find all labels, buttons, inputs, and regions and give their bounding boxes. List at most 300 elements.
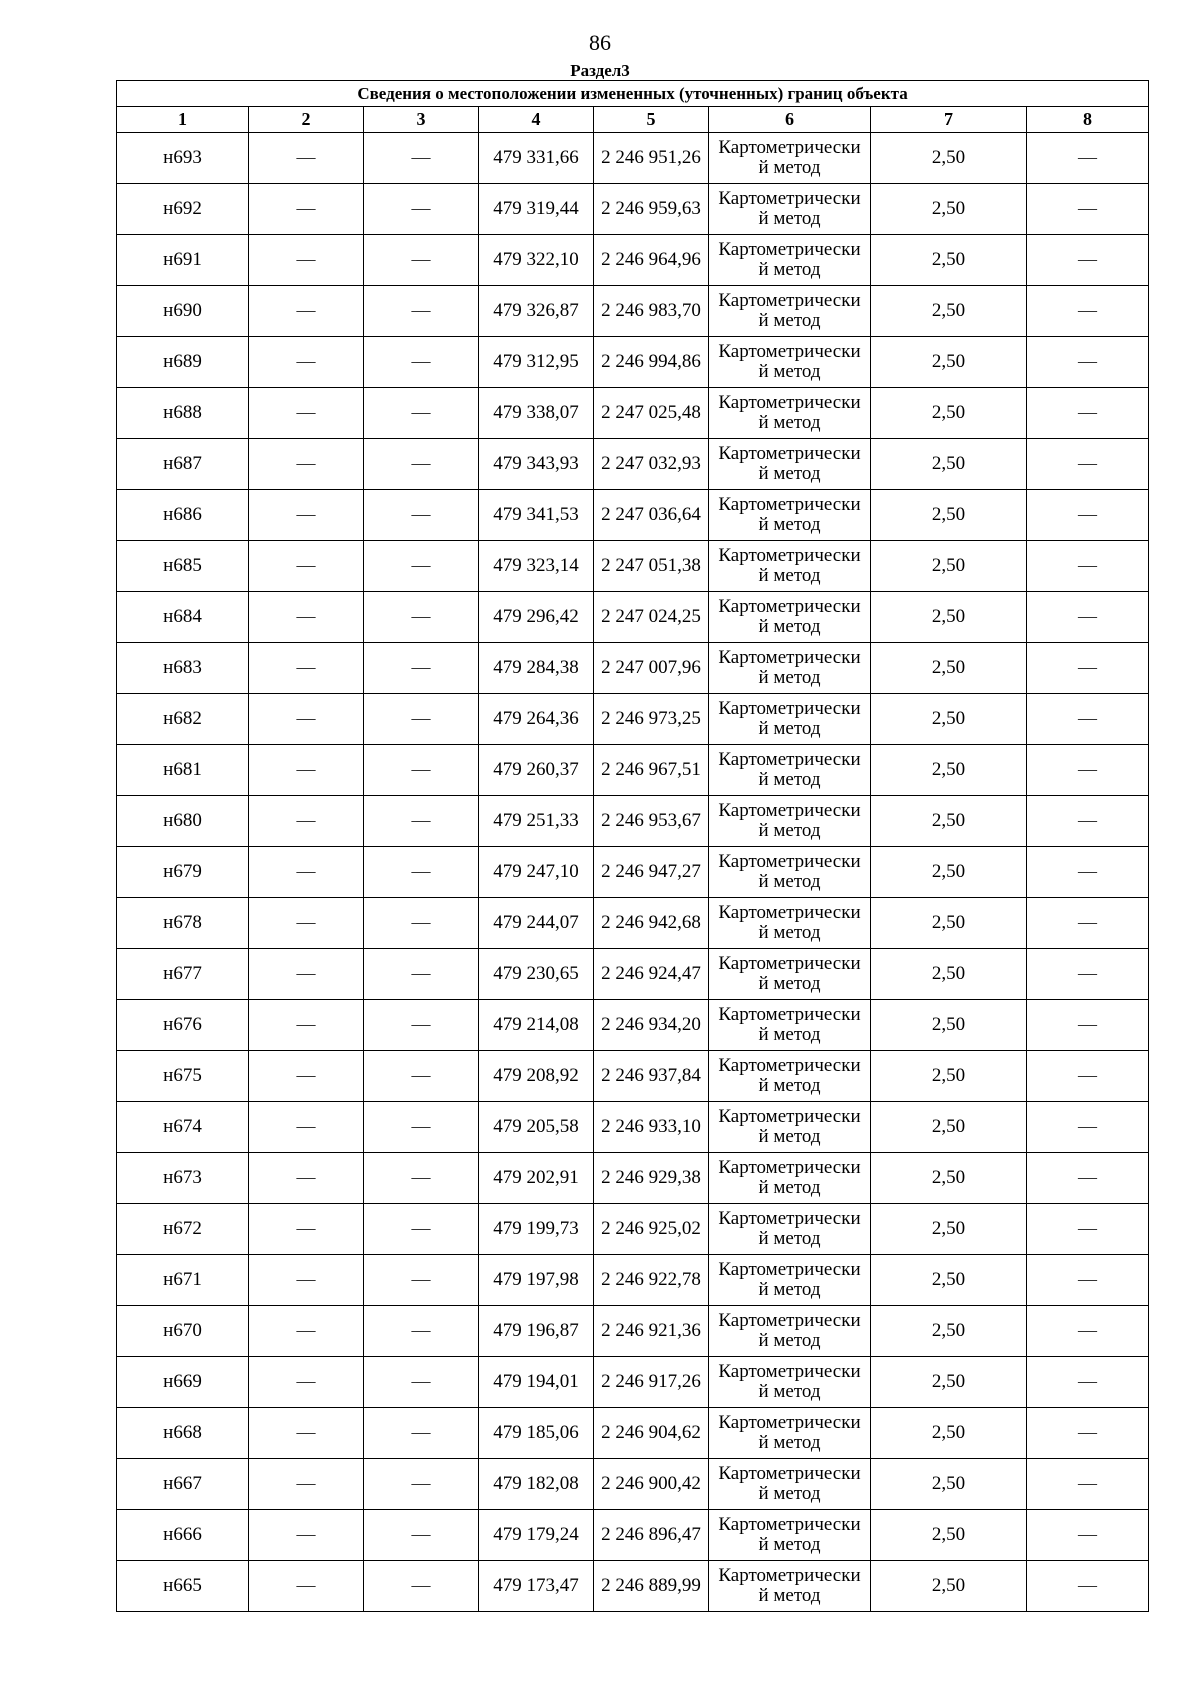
table-caption: Сведения о местоположении измененных (уточненных) границ объекта — [117, 81, 1149, 107]
dash-cell: — — [1027, 898, 1149, 949]
method-text: й метод — [758, 1483, 821, 1504]
point-name-cell: н676 — [117, 1000, 249, 1051]
x-coordinate-cell: 479 338,07 — [479, 388, 594, 439]
table-row — [117, 1510, 1149, 1561]
x-coordinate-cell: 479 182,08 — [479, 1459, 594, 1510]
dash-cell: — — [249, 388, 364, 439]
dash-cell: — — [249, 235, 364, 286]
point-name-cell: н689 — [117, 337, 249, 388]
point-name-cell: н691 — [117, 235, 249, 286]
method-cell — [709, 1051, 871, 1102]
point-name-cell: н668 — [117, 1408, 249, 1459]
method-cell — [709, 694, 871, 745]
method-text: й метод — [758, 718, 821, 739]
dash-cell: — — [364, 133, 479, 184]
method-text: й метод — [758, 463, 821, 484]
point-name-cell: н679 — [117, 847, 249, 898]
method-text: й метод — [758, 208, 821, 229]
method-cell — [709, 235, 871, 286]
method-text: Картометрически — [718, 1157, 861, 1178]
dash-cell: — — [1027, 337, 1149, 388]
y-coordinate-cell: 2 246 925,02 — [594, 1204, 709, 1255]
x-coordinate-cell: 479 247,10 — [479, 847, 594, 898]
method-text: й метод — [758, 361, 821, 382]
table-row — [117, 1051, 1149, 1102]
method-cell — [709, 1204, 871, 1255]
dash-cell: — — [1027, 439, 1149, 490]
table-row — [117, 1000, 1149, 1051]
dash-cell: — — [249, 1102, 364, 1153]
dash-cell: — — [1027, 1000, 1149, 1051]
dash-cell: — — [1027, 184, 1149, 235]
table-row — [117, 694, 1149, 745]
accuracy-cell: 2,50 — [871, 286, 1027, 337]
dash-cell: — — [1027, 1357, 1149, 1408]
point-name-cell: н681 — [117, 745, 249, 796]
y-coordinate-cell: 2 246 889,99 — [594, 1561, 709, 1612]
accuracy-cell: 2,50 — [871, 949, 1027, 1000]
dash-cell: — — [249, 898, 364, 949]
point-name-cell: н673 — [117, 1153, 249, 1204]
dash-cell: — — [1027, 1408, 1149, 1459]
method-text: й метод — [758, 922, 821, 943]
dash-cell: — — [1027, 235, 1149, 286]
method-text: Картометрически — [718, 239, 861, 260]
table-row — [117, 1153, 1149, 1204]
method-cell — [709, 643, 871, 694]
table-row — [117, 796, 1149, 847]
method-text: й метод — [758, 310, 821, 331]
method-text: й метод — [758, 1024, 821, 1045]
accuracy-cell: 2,50 — [871, 1408, 1027, 1459]
column-header: 4 — [479, 107, 594, 133]
dash-cell: — — [364, 235, 479, 286]
y-coordinate-cell: 2 246 973,25 — [594, 694, 709, 745]
dash-cell: — — [249, 1357, 364, 1408]
dash-cell: — — [249, 745, 364, 796]
method-text: й метод — [758, 1279, 821, 1300]
accuracy-cell: 2,50 — [871, 1000, 1027, 1051]
dash-cell: — — [249, 1000, 364, 1051]
dash-cell: — — [364, 847, 479, 898]
method-text: Картометрически — [718, 545, 861, 566]
dash-cell: — — [1027, 1459, 1149, 1510]
method-text: Картометрически — [718, 1055, 861, 1076]
point-name-cell: н677 — [117, 949, 249, 1000]
table-row — [117, 1561, 1149, 1612]
method-text: Картометрически — [718, 800, 861, 821]
table-body — [117, 133, 1149, 1612]
x-coordinate-cell: 479 214,08 — [479, 1000, 594, 1051]
method-cell — [709, 541, 871, 592]
column-header: 5 — [594, 107, 709, 133]
point-name-cell: н690 — [117, 286, 249, 337]
accuracy-cell: 2,50 — [871, 1561, 1027, 1612]
dash-cell: — — [364, 1306, 479, 1357]
method-cell — [709, 490, 871, 541]
method-text: Картометрически — [718, 698, 861, 719]
method-cell — [709, 1408, 871, 1459]
x-coordinate-cell: 479 326,87 — [479, 286, 594, 337]
x-coordinate-cell: 479 323,14 — [479, 541, 594, 592]
point-name-cell: н665 — [117, 1561, 249, 1612]
accuracy-cell: 2,50 — [871, 592, 1027, 643]
method-cell — [709, 745, 871, 796]
point-name-cell: н685 — [117, 541, 249, 592]
method-cell — [709, 1255, 871, 1306]
method-cell — [709, 1306, 871, 1357]
table-row — [117, 1408, 1149, 1459]
dash-cell: — — [1027, 847, 1149, 898]
y-coordinate-cell: 2 246 917,26 — [594, 1357, 709, 1408]
table-row — [117, 1102, 1149, 1153]
dash-cell: — — [249, 541, 364, 592]
dash-cell: — — [1027, 1510, 1149, 1561]
dash-cell: — — [364, 898, 479, 949]
point-name-cell: н678 — [117, 898, 249, 949]
method-cell — [709, 592, 871, 643]
accuracy-cell: 2,50 — [871, 1102, 1027, 1153]
table-caption-row — [117, 81, 1149, 107]
method-text: й метод — [758, 1177, 821, 1198]
method-cell — [709, 796, 871, 847]
column-header: 3 — [364, 107, 479, 133]
dash-cell: — — [249, 1459, 364, 1510]
dash-cell: — — [364, 643, 479, 694]
method-text: й метод — [758, 1534, 821, 1555]
method-cell — [709, 1153, 871, 1204]
x-coordinate-cell: 479 199,73 — [479, 1204, 594, 1255]
dash-cell: — — [249, 694, 364, 745]
dash-cell: — — [364, 490, 479, 541]
dash-cell: — — [364, 1000, 479, 1051]
method-text: Картометрически — [718, 137, 861, 158]
table-row — [117, 1459, 1149, 1510]
method-text: й метод — [758, 1585, 821, 1606]
method-cell — [709, 847, 871, 898]
accuracy-cell: 2,50 — [871, 337, 1027, 388]
y-coordinate-cell: 2 246 933,10 — [594, 1102, 709, 1153]
dash-cell: — — [1027, 745, 1149, 796]
x-coordinate-cell: 479 205,58 — [479, 1102, 594, 1153]
point-name-cell: н672 — [117, 1204, 249, 1255]
table-row — [117, 592, 1149, 643]
x-coordinate-cell: 479 208,92 — [479, 1051, 594, 1102]
point-name-cell: н669 — [117, 1357, 249, 1408]
section-title: Раздел3 — [570, 61, 630, 80]
table-row — [117, 1357, 1149, 1408]
y-coordinate-cell: 2 246 964,96 — [594, 235, 709, 286]
method-cell — [709, 1561, 871, 1612]
dash-cell: — — [364, 337, 479, 388]
dash-cell: — — [364, 1051, 479, 1102]
dash-cell: — — [1027, 541, 1149, 592]
x-coordinate-cell: 479 173,47 — [479, 1561, 594, 1612]
method-text: й метод — [758, 1432, 821, 1453]
method-text: й метод — [758, 1330, 821, 1351]
dash-cell: — — [364, 745, 479, 796]
accuracy-cell: 2,50 — [871, 1459, 1027, 1510]
dash-cell: — — [249, 592, 364, 643]
table-row — [117, 1306, 1149, 1357]
method-text: Картометрически — [718, 443, 861, 464]
y-coordinate-cell: 2 246 937,84 — [594, 1051, 709, 1102]
method-text: Картометрически — [718, 494, 861, 515]
method-text: й метод — [758, 871, 821, 892]
dash-cell: — — [1027, 1306, 1149, 1357]
table-row — [117, 745, 1149, 796]
dash-cell: — — [364, 796, 479, 847]
method-text: й метод — [758, 667, 821, 688]
accuracy-cell: 2,50 — [871, 1510, 1027, 1561]
point-name-cell: н693 — [117, 133, 249, 184]
dash-cell: — — [364, 694, 479, 745]
point-name-cell: н675 — [117, 1051, 249, 1102]
method-cell — [709, 898, 871, 949]
method-cell — [709, 1357, 871, 1408]
method-text: Картометрически — [718, 1565, 861, 1586]
method-cell — [709, 337, 871, 388]
dash-cell: — — [1027, 643, 1149, 694]
method-text: Картометрически — [718, 392, 861, 413]
table-row — [117, 439, 1149, 490]
x-coordinate-cell: 479 196,87 — [479, 1306, 594, 1357]
y-coordinate-cell: 2 246 900,42 — [594, 1459, 709, 1510]
point-name-cell: н688 — [117, 388, 249, 439]
table-row — [117, 1204, 1149, 1255]
dash-cell: — — [364, 1102, 479, 1153]
method-text: Картометрически — [718, 953, 861, 974]
dash-cell: — — [249, 286, 364, 337]
method-text: й метод — [758, 514, 821, 535]
table-row — [117, 286, 1149, 337]
method-text: й метод — [758, 412, 821, 433]
dash-cell: — — [1027, 133, 1149, 184]
accuracy-cell: 2,50 — [871, 1051, 1027, 1102]
point-name-cell: н666 — [117, 1510, 249, 1561]
y-coordinate-cell: 2 246 929,38 — [594, 1153, 709, 1204]
y-coordinate-cell: 2 247 036,64 — [594, 490, 709, 541]
y-coordinate-cell: 2 247 024,25 — [594, 592, 709, 643]
accuracy-cell: 2,50 — [871, 643, 1027, 694]
method-cell — [709, 184, 871, 235]
method-text: й метод — [758, 616, 821, 637]
method-cell — [709, 1000, 871, 1051]
method-cell — [709, 949, 871, 1000]
dash-cell: — — [249, 1204, 364, 1255]
x-coordinate-cell: 479 194,01 — [479, 1357, 594, 1408]
x-coordinate-cell: 479 179,24 — [479, 1510, 594, 1561]
y-coordinate-cell: 2 246 983,70 — [594, 286, 709, 337]
method-cell — [709, 439, 871, 490]
method-text: й метод — [758, 157, 821, 178]
x-coordinate-cell: 479 260,37 — [479, 745, 594, 796]
point-name-cell: н684 — [117, 592, 249, 643]
dash-cell: — — [364, 1153, 479, 1204]
x-coordinate-cell: 479 322,10 — [479, 235, 594, 286]
method-text: Картометрически — [718, 1208, 861, 1229]
y-coordinate-cell: 2 247 007,96 — [594, 643, 709, 694]
point-name-cell: н686 — [117, 490, 249, 541]
method-text: Картометрически — [718, 1514, 861, 1535]
dash-cell: — — [249, 847, 364, 898]
dash-cell: — — [364, 1510, 479, 1561]
method-text: Картометрически — [718, 1106, 861, 1127]
coordinates-table — [116, 80, 1149, 1612]
dash-cell: — — [249, 1561, 364, 1612]
table-row — [117, 541, 1149, 592]
accuracy-cell: 2,50 — [871, 1204, 1027, 1255]
x-coordinate-cell: 479 197,98 — [479, 1255, 594, 1306]
table-row — [117, 643, 1149, 694]
accuracy-cell: 2,50 — [871, 796, 1027, 847]
column-header: 8 — [1027, 107, 1149, 133]
point-name-cell: н682 — [117, 694, 249, 745]
dash-cell: — — [249, 796, 364, 847]
method-text: й метод — [758, 820, 821, 841]
table-row — [117, 898, 1149, 949]
dash-cell: — — [249, 490, 364, 541]
accuracy-cell: 2,50 — [871, 1357, 1027, 1408]
accuracy-cell: 2,50 — [871, 694, 1027, 745]
table-row — [117, 133, 1149, 184]
method-text: й метод — [758, 1228, 821, 1249]
dash-cell: — — [249, 184, 364, 235]
dash-cell: — — [364, 1561, 479, 1612]
y-coordinate-cell: 2 246 947,27 — [594, 847, 709, 898]
dash-cell: — — [364, 1408, 479, 1459]
dash-cell: — — [364, 388, 479, 439]
dash-cell: — — [1027, 1102, 1149, 1153]
x-coordinate-cell: 479 185,06 — [479, 1408, 594, 1459]
column-header: 7 — [871, 107, 1027, 133]
point-name-cell: н674 — [117, 1102, 249, 1153]
y-coordinate-cell: 2 246 994,86 — [594, 337, 709, 388]
accuracy-cell: 2,50 — [871, 133, 1027, 184]
method-text: Картометрически — [718, 1004, 861, 1025]
dash-cell: — — [364, 949, 479, 1000]
accuracy-cell: 2,50 — [871, 541, 1027, 592]
point-name-cell: н683 — [117, 643, 249, 694]
dash-cell: — — [364, 1255, 479, 1306]
method-text: Картометрически — [718, 188, 861, 209]
x-coordinate-cell: 479 341,53 — [479, 490, 594, 541]
y-coordinate-cell: 2 247 025,48 — [594, 388, 709, 439]
y-coordinate-cell: 2 246 959,63 — [594, 184, 709, 235]
accuracy-cell: 2,50 — [871, 745, 1027, 796]
dash-cell: — — [364, 541, 479, 592]
column-header: 1 — [117, 107, 249, 133]
method-text: Картометрически — [718, 902, 861, 923]
dash-cell: — — [1027, 1561, 1149, 1612]
y-coordinate-cell: 2 246 922,78 — [594, 1255, 709, 1306]
accuracy-cell: 2,50 — [871, 1306, 1027, 1357]
method-text: й метод — [758, 565, 821, 586]
method-text: Картометрически — [718, 1259, 861, 1280]
method-text: Картометрически — [718, 647, 861, 668]
dash-cell: — — [364, 286, 479, 337]
dash-cell: — — [1027, 949, 1149, 1000]
y-coordinate-cell: 2 247 032,93 — [594, 439, 709, 490]
x-coordinate-cell: 479 251,33 — [479, 796, 594, 847]
method-cell — [709, 388, 871, 439]
point-name-cell: н670 — [117, 1306, 249, 1357]
dash-cell: — — [249, 337, 364, 388]
method-cell — [709, 1459, 871, 1510]
method-text: Картометрически — [718, 290, 861, 311]
table-row — [117, 235, 1149, 286]
accuracy-cell: 2,50 — [871, 1153, 1027, 1204]
table-row — [117, 184, 1149, 235]
accuracy-cell: 2,50 — [871, 388, 1027, 439]
y-coordinate-cell: 2 246 934,20 — [594, 1000, 709, 1051]
method-text: Картометрически — [718, 1463, 861, 1484]
method-text: Картометрически — [718, 1310, 861, 1331]
page-number: 86 — [589, 30, 611, 55]
dash-cell: — — [249, 1408, 364, 1459]
dash-cell: — — [1027, 796, 1149, 847]
point-name-cell: н671 — [117, 1255, 249, 1306]
method-cell — [709, 133, 871, 184]
dash-cell: — — [249, 1255, 364, 1306]
dash-cell: — — [1027, 1255, 1149, 1306]
column-header: 2 — [249, 107, 364, 133]
method-text: Картометрически — [718, 1361, 861, 1382]
method-text: й метод — [758, 1126, 821, 1147]
method-text: й метод — [758, 973, 821, 994]
dash-cell: — — [249, 439, 364, 490]
y-coordinate-cell: 2 246 942,68 — [594, 898, 709, 949]
point-name-cell: н680 — [117, 796, 249, 847]
accuracy-cell: 2,50 — [871, 1255, 1027, 1306]
dash-cell: — — [1027, 388, 1149, 439]
x-coordinate-cell: 479 230,65 — [479, 949, 594, 1000]
accuracy-cell: 2,50 — [871, 847, 1027, 898]
column-header: 6 — [709, 107, 871, 133]
method-text: й метод — [758, 1075, 821, 1096]
method-text: й метод — [758, 1381, 821, 1402]
x-coordinate-cell: 479 319,44 — [479, 184, 594, 235]
x-coordinate-cell: 479 244,07 — [479, 898, 594, 949]
y-coordinate-cell: 2 246 953,67 — [594, 796, 709, 847]
method-text: Картометрически — [718, 749, 861, 770]
dash-cell: — — [1027, 490, 1149, 541]
table-row — [117, 1255, 1149, 1306]
accuracy-cell: 2,50 — [871, 184, 1027, 235]
accuracy-cell: 2,50 — [871, 235, 1027, 286]
dash-cell: — — [1027, 1051, 1149, 1102]
accuracy-cell: 2,50 — [871, 898, 1027, 949]
table-row — [117, 490, 1149, 541]
y-coordinate-cell: 2 246 951,26 — [594, 133, 709, 184]
dash-cell: — — [364, 1357, 479, 1408]
dash-cell: — — [249, 133, 364, 184]
method-text: Картометрически — [718, 851, 861, 872]
y-coordinate-cell: 2 246 904,62 — [594, 1408, 709, 1459]
x-coordinate-cell: 479 312,95 — [479, 337, 594, 388]
dash-cell: — — [1027, 1153, 1149, 1204]
y-coordinate-cell: 2 246 924,47 — [594, 949, 709, 1000]
dash-cell: — — [249, 949, 364, 1000]
method-text: Картометрически — [718, 596, 861, 617]
table-row — [117, 949, 1149, 1000]
method-text: й метод — [758, 769, 821, 790]
dash-cell: — — [364, 1459, 479, 1510]
y-coordinate-cell: 2 247 051,38 — [594, 541, 709, 592]
dash-cell: — — [249, 1051, 364, 1102]
x-coordinate-cell: 479 284,38 — [479, 643, 594, 694]
dash-cell: — — [249, 643, 364, 694]
